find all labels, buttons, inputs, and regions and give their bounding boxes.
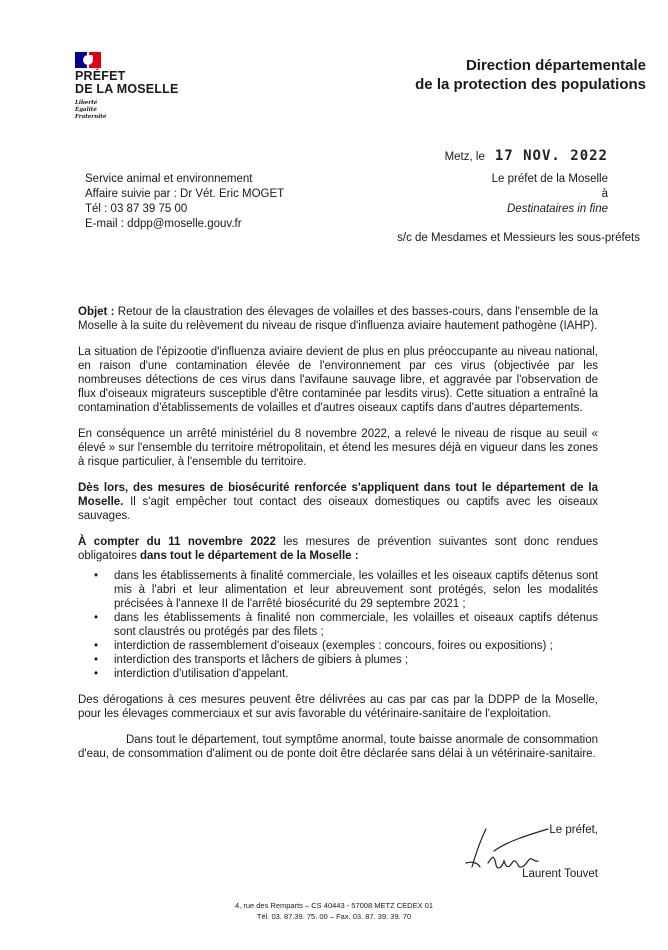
recipient-block	[492, 172, 608, 217]
direction-line2: de la protection des populations	[415, 76, 646, 93]
recipient-to: Destinataires in fine	[507, 203, 608, 215]
mesures-scope: dans tout le département de la Moselle :	[140, 550, 359, 562]
date-stamp: 17 NOV. 2022	[494, 148, 608, 164]
paragraph-biosecurite	[78, 481, 598, 523]
mesures-mid: les mesures de prévention suivantes sont donc rendues obligatoires	[78, 536, 599, 562]
sender-block	[85, 172, 284, 232]
footer-line1: 4, rue des Remparts – CS 40443 - 57008 METZ CEDEX 01	[234, 901, 433, 910]
signature-role: Le préfet,	[549, 824, 598, 836]
paragraph-derogations: Des dérogations à ces mesures peuvent être délivrées au cas par cas par la DDPP de la Moselle, pour les élevages commerciaux et sur avis favorable du vétérinaire-sanitaire de l'exploitation.	[78, 694, 598, 720]
signature-block	[458, 823, 598, 885]
signature-name: Laurent Touvet	[522, 868, 598, 880]
list-item: • interdiction de rassemblement d'oiseaux (exemples : concours, foires ou expositions) ;	[114, 639, 598, 653]
measures-list	[78, 569, 598, 681]
sender-email: E-mail : ddpp@moselle.gouv.fr	[85, 218, 242, 230]
logo-title-line1: PRÉFET	[75, 69, 126, 83]
paragraph-arrete: En conséquence un arrêté ministériel du 8 novembre 2022, a relevé le niveau de risque au seuil « élevé » sur l'ensemble du territoire métropolitain, et étend les mesures déjà en vigueur dans les zones à risque particulier, à l'ensemble du territoire.	[78, 428, 598, 468]
list-item: • dans les établissements à finalité commerciale, les volailles et les oiseaux captifs détenus sont mis à l'abri et leur alimentation et leur abreuvement sont protégés, selon les modalités précisées à l'annexe II de l'arrêté biosécurité du 29 septembre 2021 ;	[114, 569, 598, 611]
logo-title-line2: DE LA MOSELLE	[75, 82, 179, 96]
paragraph-situation: La situation de l'épizootie d'influenza aviaire devient de plus en plus préoccupante au niveau national, en raison d'une contamination élevée de l'environnement par ces virus (objectivée par les nombreuses détections de ces virus dans l'avifaune sauvage libre, et aggravée par l'observation de flux d'oiseaux migrateurs susceptible d'être contaminée par lesdits virus). Cette situation a entraîné la contamination d'établissements de volailles et d'autres oiseaux captifs dans d'autres départements.	[78, 346, 598, 414]
recipient-sc: s/c de Mesdames et Messieurs les sous-préfets	[397, 232, 640, 244]
objet-text: Retour de la claustration des élevages de volailles et des basses-cours, dans l'ensemble de la Moselle à la suite du relèvement du niveau de risque d'influenza aviaire hautement pathogène (IAHP).	[78, 306, 598, 332]
republic-motto	[75, 100, 215, 121]
date-prefix: Metz, le	[444, 151, 485, 163]
sender-service: Service animal et environnement	[85, 173, 253, 185]
recipient-from: Le préfet de la Moselle	[491, 173, 608, 185]
footer-address	[0, 900, 668, 922]
list-item: • interdiction d'utilisation d'appelant.	[114, 667, 598, 681]
prefecture-logo	[75, 52, 215, 121]
mesures-date: À compter du 11 novembre 2022	[78, 536, 276, 548]
objet-label: Objet :	[78, 306, 115, 318]
objet-paragraph	[78, 305, 598, 333]
list-item: • interdiction des transports et lâchers de gibiers à plumes ;	[114, 653, 598, 667]
motto-liberte: Liberté	[75, 100, 98, 106]
marianne-icon	[75, 52, 107, 68]
footer-line2: Tél. 03. 87.39. 75. 00 – Fax. 03. 87. 39. 39. 70	[256, 912, 412, 921]
recipient-a: à	[601, 188, 608, 200]
sender-affaire: Affaire suivie par : Dr Vét. Eric MOGET	[85, 188, 285, 200]
letter-body	[78, 305, 598, 773]
direction-line1: Direction départementale	[465, 57, 646, 74]
biosecurite-rest: Il s'agit empêcher tout contact des oiseaux domestiques ou captifs avec les oiseaux sauvages.	[78, 496, 598, 522]
biosecurite-bold: Dès lors, des mesures de biosécurité renforcée s'appliquent dans tout le département de la Moselle.	[78, 482, 598, 508]
motto-egalite: Égalité	[75, 107, 97, 113]
paragraph-mesures-intro	[78, 535, 598, 563]
sender-phone: Tél : 03 87 39 75 00	[85, 203, 188, 215]
motto-fraternite: Fraternité	[75, 114, 107, 120]
date-line	[445, 148, 608, 164]
paragraph-symptomes: Dans tout le département, tout symptôme anormal, toute baisse anormale de consommation d'eau, de consommation d'aliment ou de ponte doit être déclarée sans délai à un vétérinaire-sanitaire.	[78, 734, 598, 760]
list-item: • dans les établissements à finalité non commerciale, les volailles et oiseaux captifs détenus sont claustrés ou protégés par des filets ;	[114, 611, 598, 639]
issuing-direction	[415, 56, 646, 94]
